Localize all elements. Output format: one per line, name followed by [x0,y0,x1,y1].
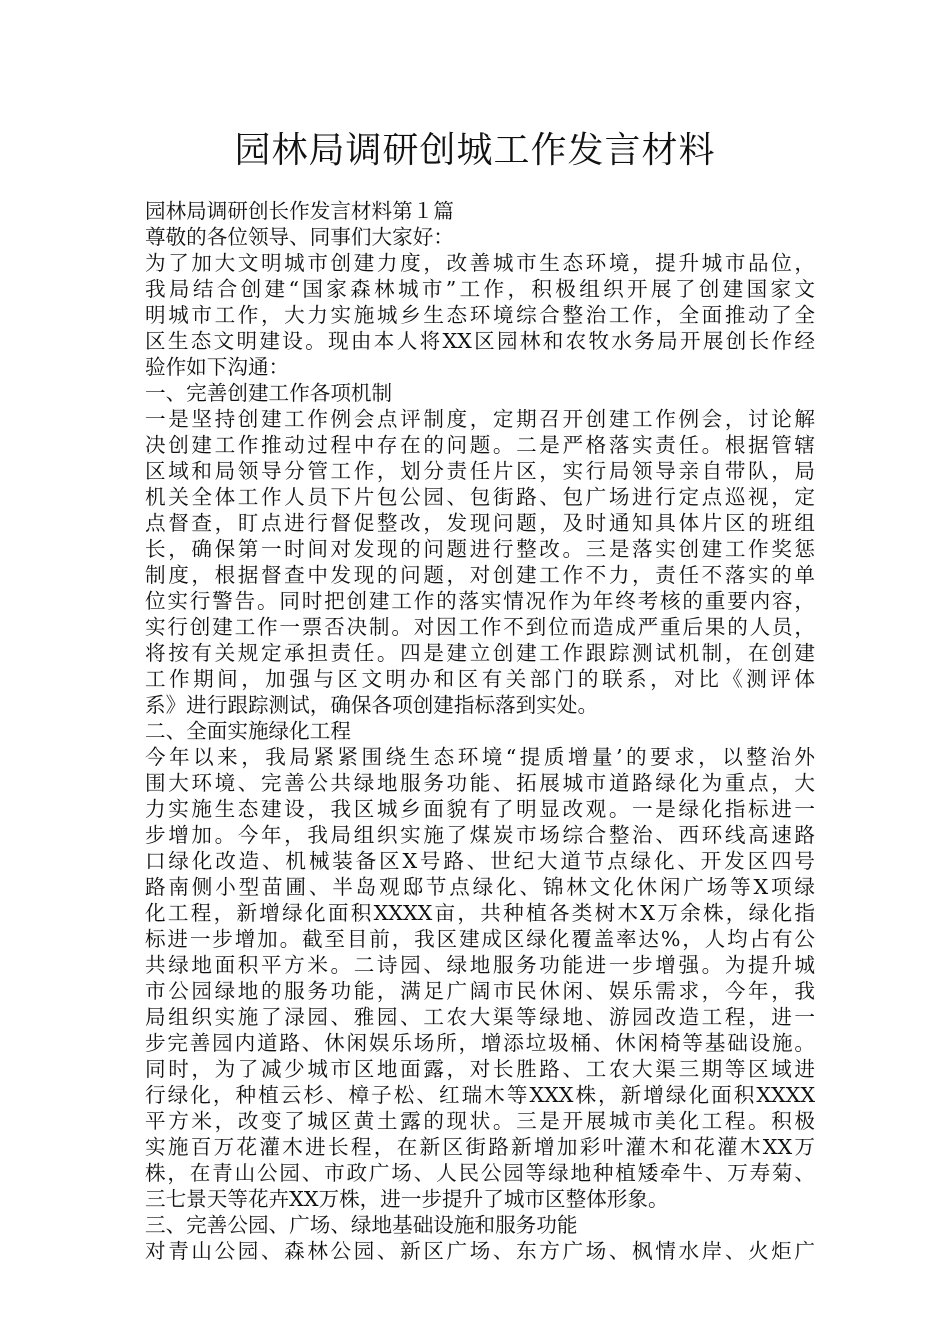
document-body [145,198,815,1264]
body-line: 机关全体工作人员下片包公园、包街路、包广场进行定点巡视，定 [145,485,815,509]
body-line: 区生态文明建设。现由本人将XX区园林和农牧水务局开展创长作经 [145,329,815,353]
body-line: 局组织实施了渌园、雅园、工农大渠等绿地、游园改造工程，进一 [145,1005,815,1029]
body-line: 株，在青山公园、市政广场、人民公园等绿地种植矮牵牛、万寿菊、 [145,1161,815,1185]
body-line: 二、全面实施绿化工程 [145,719,351,743]
body-line: 尊敬的各位领导、同事们大家好： [145,225,454,249]
body-line: 围大环境、完善公共绿地服务功能、拓展城市道路绿化为重点，大 [145,771,815,795]
body-line: 标进一步增加。截至目前，我区建成区绿化覆盖率达%，人均占有公 [145,927,815,951]
body-line: 一是坚持创建工作例会点评制度，定期召开创建工作例会，讨论解 [145,407,815,431]
body-line: 路南侧小型苗圃、半岛观邸节点绿化、锦林文化休闲广场等X项绿 [145,875,815,899]
body-line: 园林局调研创长作发言材料第１篇 [145,199,454,223]
body-line: 实行创建工作一票否决制。对因工作不到位而造成严重后果的人员， [145,615,815,639]
body-line: 一、完善创建工作各项机制 [145,381,393,405]
body-line: 三七景天等花卉XX万株，进一步提升了城市区整体形象。 [145,1187,669,1211]
body-line: 行绿化，种植云杉、樟子松、红瑞木等XXX株，新增绿化面积XXXX [145,1083,815,1107]
body-line: 为了加大文明城市创建力度，改善城市生态环境，提升城市品位， [145,251,815,275]
body-line: 步完善园内道路、休闲娱乐场所，增添垃圾桶、休闲椅等基础设施。 [145,1031,815,1055]
body-line: 区域和局领导分管工作，划分责任片区，实行局领导亲自带队，局 [145,459,815,483]
body-line: 三、完善公园、广场、绿地基础设施和服务功能 [145,1213,578,1237]
body-line: 制度，根据督查中发现的问题，对创建工作不力，责任不落实的单 [145,563,815,587]
body-line: 今年以来，我局紧紧围绕生态环境“提质增量’的要求，以整治外 [145,745,815,769]
body-line: 明城市工作，大力实施城乡生态环境综合整治工作，全面推动了全 [145,303,815,327]
body-line: 平方米，改变了城区黄土露的现状。三是开展城市美化工程。积极 [145,1109,815,1133]
body-line: 系》进行跟踪测试，确保各项创建指标落到实处。 [145,693,599,717]
document-title: 园林局调研创城工作发言材料 [234,130,716,171]
body-line: 实施百万花灌木进长程，在新区街路新增加彩叶灌木和花灌木XX万 [145,1135,815,1159]
body-line: 化工程，新增绿化面积XXXX亩，共种植各类树木X万余株，绿化指 [145,901,815,925]
body-line: 决创建工作推动过程中存在的问题。二是严格落实责任。根据管辖 [145,433,815,457]
body-line: 将按有关规定承担责任。四是建立创建工作跟踪测试机制，在创建 [145,641,815,665]
body-line: 口绿化改造、机械装备区X号路、世纪大道节点绿化、开发区四号 [145,849,815,873]
body-line: 市公园绿地的服务功能，满足广阔市民休闲、娱乐需求，今年，我 [145,979,815,1003]
body-line: 位实行警告。同时把创建工作的落实情况作为年终考核的重要内容， [145,589,815,613]
body-line: 力实施生态建设，我区城乡面貌有了明显改观。一是绿化指标进一 [145,797,815,821]
body-line: 长，确保第一时间对发现的问题进行整改。三是落实创建工作奖惩 [145,537,815,561]
body-line: 验作如下沟通： [145,355,290,379]
body-line: 共绿地面积平方米。二诗园、绿地服务功能进一步增强。为提升城 [145,953,815,977]
body-line: 工作期间，加强与区文明办和区有关部门的联系，对比《测评体 [145,667,815,691]
body-line: 对青山公园、森林公园、新区广场、东方广场、枫情水岸、火炬广 [145,1239,815,1263]
body-line: 同时，为了减少城市区地面露，对长胜路、工农大渠三期等区域进 [145,1057,815,1081]
body-line: 点督查，盯点进行督促整改，发现问题，及时通知具体片区的班组 [145,511,815,535]
body-line: 我局结合创建“国家森林城市”工作，积极组织开展了创建国家文 [145,277,815,301]
body-line: 步增加。今年，我局组织实施了煤炭市场综合整治、西环线高速路 [145,823,815,847]
